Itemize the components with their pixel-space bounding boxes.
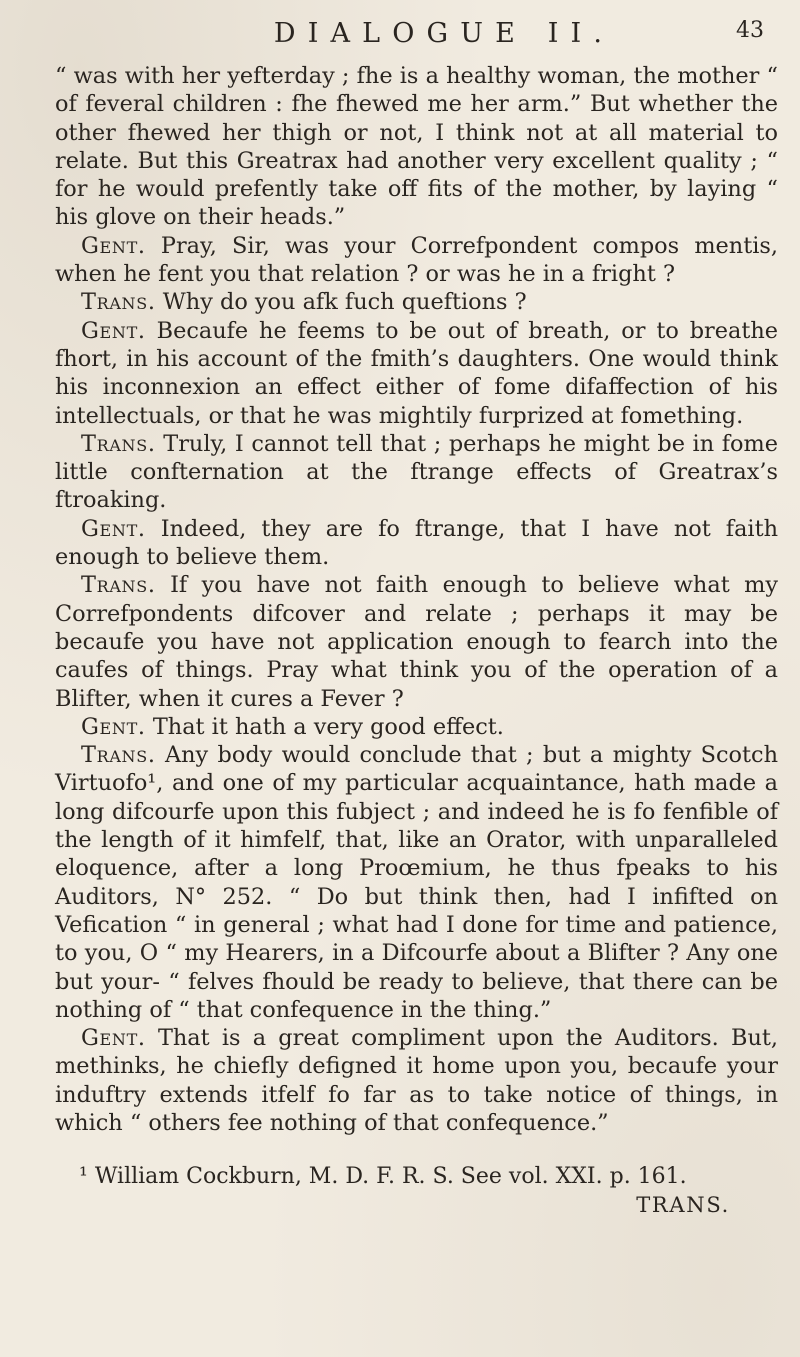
speaker-name: Gent. <box>81 232 146 259</box>
paragraph-text: That it hath a very good effect. <box>152 713 504 740</box>
paragraph-text: Indeed, they are fo ftrange, that I have not faith enough to believe them. <box>55 515 778 571</box>
paragraph <box>55 430 778 515</box>
speaker-name: Trans. <box>81 430 156 457</box>
speaker-name: Trans. <box>81 289 156 316</box>
paragraph-text: Pray, Sir, was your Correfpondent compos mentis, when he fent you that relation ? or was he in a fright ? <box>55 232 778 288</box>
paragraph-text: If you have not faith enough to believe what my Correfpondents difcover and relate ; perhaps it may be becaufe you have not application enough to fearch into the caufes of things. Pray what think you of the operation of a Blifter, when it cures a Fever ? <box>55 572 778 712</box>
speaker-name: Gent. <box>81 515 146 542</box>
footnote: ¹ William Cockburn, M. D. F. R. S. See vol. XXI. p. 161. <box>79 1164 687 1190</box>
running-title: DIALOGUE II. <box>273 18 615 49</box>
paragraph <box>55 317 778 430</box>
speaker-name: Trans. <box>81 572 156 599</box>
running-header <box>55 18 778 58</box>
paragraph <box>55 741 778 1024</box>
paragraph <box>55 713 778 741</box>
speaker-name: Gent. <box>81 317 146 344</box>
speaker-name: Gent. <box>81 1025 146 1052</box>
paragraph <box>55 232 778 289</box>
paragraph <box>55 62 778 232</box>
paragraph-text: Becaufe he feems to be out of breath, or to breathe fhort, in his account of the fmith’s daughters. One would think his inconnexion an effect either of fome difaffection of his intellectuals, or that he was mightily furprized at fomething. <box>55 317 778 429</box>
paragraph-text: Why do you afk fuch queftions ? <box>162 289 527 316</box>
catchword: TRANS. <box>636 1193 730 1218</box>
speaker-name: Trans. <box>81 742 156 769</box>
page-number: 43 <box>736 18 764 43</box>
paragraph-text: That is a great compliment upon the Auditors. But, methinks, he chiefly defigned it home upon you, becaufe your induftry extends itfelf fo far as to take notice of things, in which “ others fee nothing of that confequence.” <box>55 1025 778 1136</box>
paragraph <box>55 1024 778 1137</box>
paragraph <box>55 288 778 316</box>
speaker-name: Gent. <box>81 713 146 740</box>
paragraph-text: Truly, I cannot tell that ; perhaps he might be in fome little confternation at the ftrange effects of Greatrax’s ftroaking. <box>55 430 778 514</box>
paragraph <box>55 515 778 572</box>
paragraph-text: “ was with her yefterday ; fhe is a healthy woman, the mother “ of feveral children : fhe fhewed me her arm.” But whether the other fhewed her thigh or not, I think not at all material to relate. But this Greatrax had another very excellent quality ; “ for he would prefently take off fits of the mother, by laying “ his glove on their heads.” <box>55 63 778 231</box>
dialogue-text <box>55 62 778 1137</box>
paragraph <box>55 571 778 712</box>
paragraph-text: Any body would conclude that ; but a mighty Scotch Virtuofo¹, and one of my particular acquaintance, hath made a long difcourfe upon this fubject ; and indeed he is fo fenfible of the length of it himfelf, that, like an Orator, with unparalleled eloquence, after a long Proœmium, he thus fpeaks to his Auditors, N° 252. “ Do but think then, had I infifted on Vefication “ in general ; what had I done for time and patience, to you, O “ my Hearers, in a Difcourfe about a Blifter ? Any one but your- “ felves fhould be ready to believe, that there can be nothing of “ that confequence in the thing.” <box>55 742 778 1023</box>
